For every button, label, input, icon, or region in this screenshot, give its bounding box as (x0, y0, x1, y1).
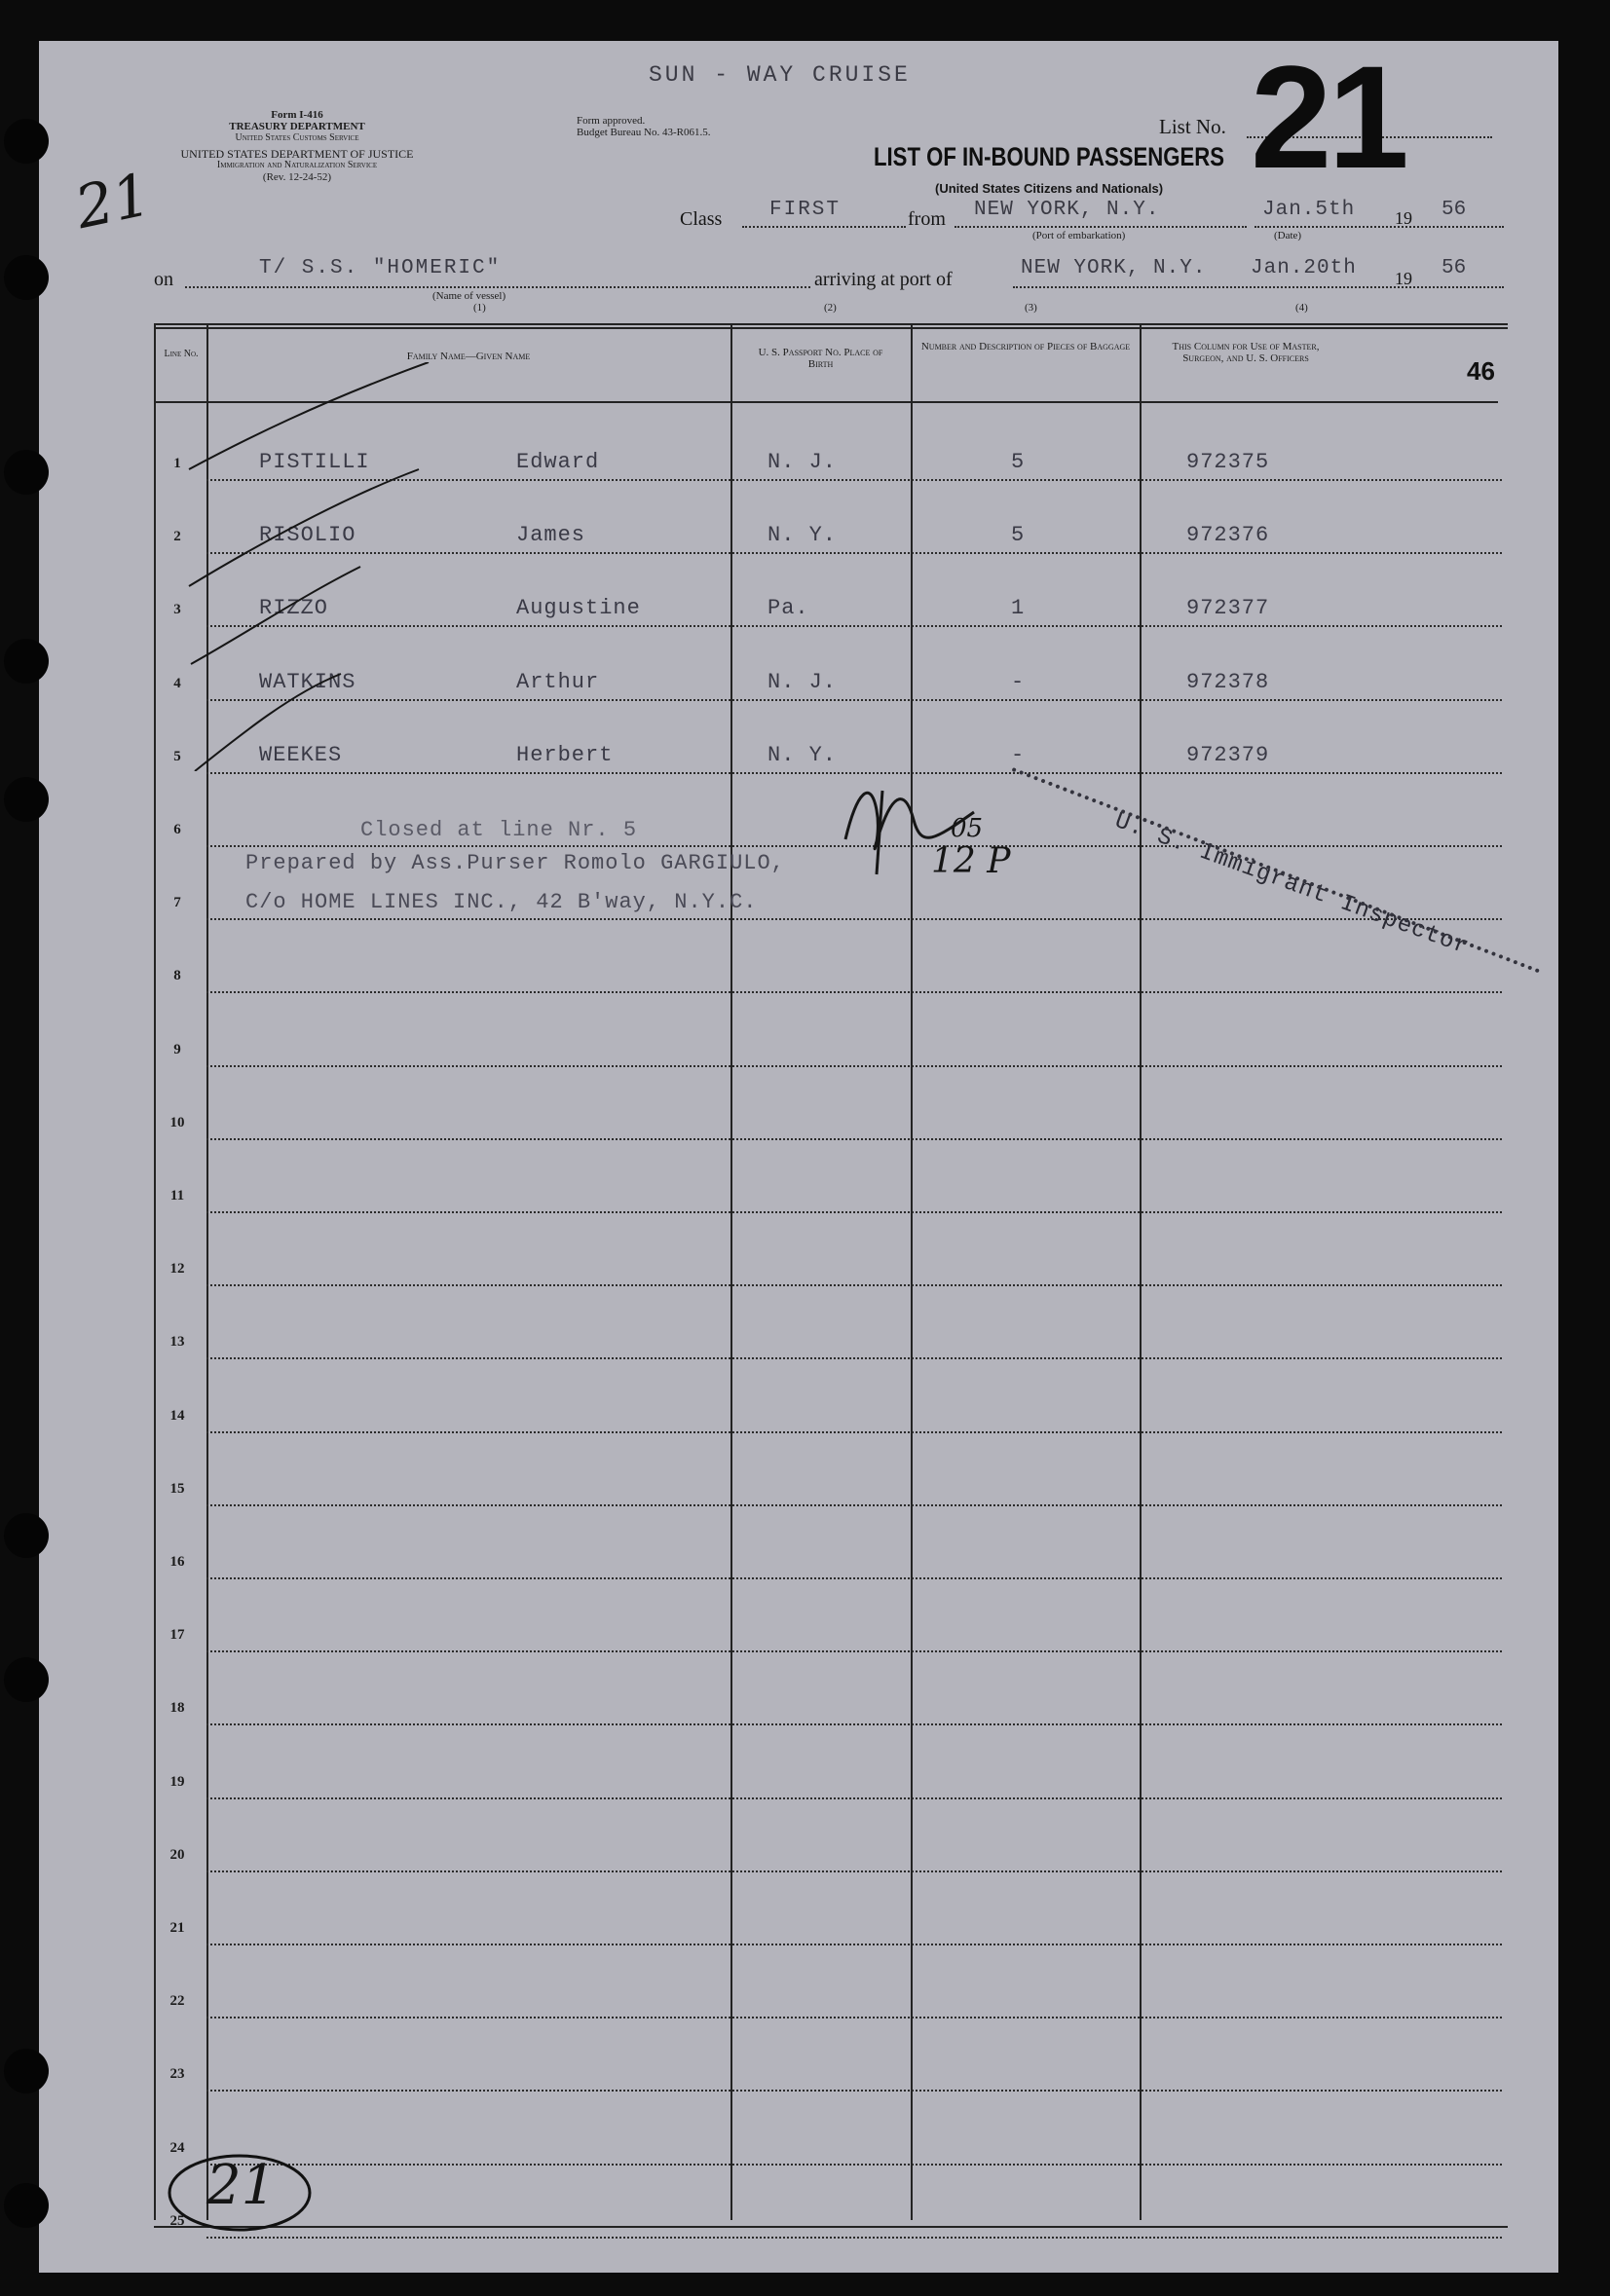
table-bottom-rule (154, 2226, 1508, 2228)
manifest-subtitle: (United States Citizens and Nationals) (935, 181, 1164, 196)
closing-note: Closed at line Nr. 5 (360, 818, 638, 842)
departure-year: 56 (1442, 199, 1467, 221)
passenger-baggage: 5 (1011, 523, 1026, 547)
passenger-place-of-birth: N. J. (768, 450, 838, 474)
margin-handwritten-number: 21 (69, 160, 157, 243)
baggage-column-rule (911, 325, 913, 2220)
column-number-3: (3) (1025, 302, 1037, 314)
passenger-place-of-birth: N. Y. (768, 743, 838, 767)
column-number-1: (1) (473, 302, 486, 314)
line-number: 16 (169, 1554, 185, 1570)
circled-number: 21 (206, 2154, 277, 2217)
passenger-record-number: 972378 (1186, 670, 1270, 694)
handwritten-note: 12 P (931, 841, 1011, 881)
passenger-family-name: WATKINS (259, 670, 356, 694)
passenger-baggage: - (1011, 670, 1026, 694)
passenger-given-name: Edward (516, 450, 600, 474)
stamp-rule (1012, 767, 1541, 974)
initials-text: 05 (951, 814, 984, 843)
row-line (206, 1138, 1502, 1140)
column-number-4: (4) (1295, 302, 1308, 314)
arrival-date: Jan.20th (1251, 257, 1357, 279)
arrival-port: NEW YORK, N.Y. (1021, 257, 1207, 279)
port-caption: (Port of embarkation) (1032, 230, 1126, 241)
punch-hole (4, 119, 49, 164)
row-line (206, 1065, 1502, 1067)
from-label: from (908, 208, 946, 230)
passenger-family-name: RISOLIO (259, 523, 356, 547)
care-of: C/o HOME LINES INC., 42 B'way, N.Y.C. (245, 890, 758, 914)
row-line (206, 918, 1502, 920)
header-passport: U. S. Passport No. Place of Birth (758, 347, 883, 370)
line-number: 7 (173, 895, 181, 910)
row-line (206, 1504, 1502, 1506)
punch-hole (4, 2183, 49, 2228)
row-line (206, 1577, 1502, 1579)
line-number: 11 (169, 1188, 185, 1204)
line-number: 23 (169, 2066, 185, 2082)
arrival-line (1013, 286, 1504, 288)
row-line (206, 772, 1502, 774)
line-number: 9 (173, 1042, 181, 1057)
passport-column-rule (730, 325, 732, 2220)
line-number: 14 (169, 1408, 185, 1424)
passenger-family-name: RIZZO (259, 596, 329, 620)
officers-column-rule (1140, 325, 1142, 2220)
row-line (206, 991, 1502, 993)
line-number: 12 (169, 1261, 185, 1277)
passenger-record-number: 972379 (1186, 743, 1270, 767)
manifest-title: LIST OF IN-BOUND PASSENGERS (874, 142, 1225, 171)
on-label: on (154, 269, 173, 290)
line-number: 13 (169, 1334, 185, 1350)
inspector-stamp: U. S. Immigrant Inspector (1110, 808, 1473, 962)
line-number: 10 (169, 1115, 185, 1130)
line-number: 4 (173, 676, 181, 691)
form-revision: (Rev. 12-24-52) (262, 171, 332, 183)
passenger-place-of-birth: Pa. (768, 596, 809, 620)
passenger-record-number: 972376 (1186, 523, 1270, 547)
row-line (206, 2090, 1502, 2092)
row-line (206, 1797, 1502, 1799)
punch-hole (4, 1513, 49, 1558)
line-number: 21 (169, 1920, 185, 1936)
date-century: 19 (1395, 208, 1412, 228)
passenger-baggage: 5 (1011, 450, 1026, 474)
row-line (206, 1870, 1502, 1872)
passenger-family-name: PISTILLI (259, 450, 370, 474)
passenger-given-name: Herbert (516, 743, 614, 767)
treasury-department: TREASURY DEPARTMENT (229, 121, 365, 132)
arriving-label: arriving at port of (814, 269, 953, 290)
row-line (206, 1284, 1502, 1286)
approval-block (577, 115, 710, 138)
punch-hole (4, 2049, 49, 2093)
punch-hole (4, 450, 49, 495)
row-line (206, 1650, 1502, 1652)
table-top-rule (154, 327, 1508, 329)
passenger-record-number: 972375 (1186, 450, 1270, 474)
line-no-column-rule (154, 325, 156, 2220)
passenger-given-name: Augustine (516, 596, 641, 620)
class-line (742, 226, 906, 228)
line-number: 22 (169, 1993, 185, 2009)
line-number: 1 (173, 456, 181, 471)
form-number: Form I-416 (271, 109, 323, 121)
column-number-2: (2) (824, 302, 837, 314)
row-line (206, 1357, 1502, 1359)
line-number: 3 (173, 602, 181, 617)
passenger-given-name: James (516, 523, 586, 547)
line-number: 2 (173, 529, 181, 544)
date-line (1254, 226, 1504, 228)
vessel-name: T/ S.S. "HOMERIC" (259, 257, 502, 279)
departure-date: Jan.5th (1262, 199, 1356, 221)
list-no-label: List No. (1159, 115, 1226, 138)
line-number: 19 (169, 1774, 185, 1790)
date-caption: (Date) (1274, 230, 1302, 241)
passenger-given-name: Arthur (516, 670, 600, 694)
row-line (206, 2237, 1502, 2239)
passenger-baggage: 1 (1011, 596, 1026, 620)
right-margin-number: 46 (1467, 356, 1495, 386)
line-number: 8 (173, 968, 181, 983)
row-line (206, 1723, 1502, 1725)
punch-hole (4, 255, 49, 300)
punch-hole (4, 777, 49, 822)
punch-hole (4, 639, 49, 684)
line-number: 18 (169, 1700, 185, 1716)
customs-service: United States Customs Service (235, 132, 359, 143)
row-line (206, 1211, 1502, 1213)
passenger-baggage: - (1011, 743, 1026, 767)
cruise-stamp: SUN - WAY CRUISE (649, 62, 911, 88)
vessel-line (185, 286, 810, 288)
line-number: 25 (169, 2213, 185, 2229)
from-port-value: NEW YORK, N.Y. (974, 199, 1160, 221)
immigration-service: Immigration and Naturalization Service (216, 160, 378, 170)
passenger-place-of-birth: N. J. (768, 670, 838, 694)
passenger-record-number: 972377 (1186, 596, 1270, 620)
from-line (955, 226, 1247, 228)
table-top-rule (154, 323, 1508, 325)
vessel-caption: (Name of vessel) (432, 290, 506, 302)
budget-bureau: Budget Bureau No. 43-R061.5. (577, 127, 711, 138)
header-officers: This Column for Use of Master, Surgeon, and U. S. Officers (1172, 341, 1320, 364)
row-line (206, 2164, 1502, 2166)
line-number: 5 (173, 749, 181, 764)
form-approved: Form approved. (577, 115, 646, 127)
justice-department: UNITED STATES DEPARTMENT OF JUSTICE (180, 147, 414, 161)
line-number: 6 (173, 822, 181, 837)
arrival-year: 56 (1442, 257, 1467, 279)
class-value: FIRST (769, 199, 842, 221)
line-number: 17 (169, 1627, 185, 1643)
passenger-place-of-birth: N. Y. (768, 523, 838, 547)
agency-block (166, 109, 429, 183)
header-baggage: Number and Description of Pieces of Baggage (920, 341, 1131, 352)
prepared-by: Prepared by Ass.Purser Romolo GARGIULO, (245, 851, 785, 875)
passenger-family-name: WEEKES (259, 743, 343, 767)
punch-hole (4, 1657, 49, 1702)
manifest-page (39, 35, 1558, 2273)
header-line-no: Line No. (164, 349, 199, 359)
list-number: 21 (1251, 35, 1405, 199)
class-label: Class (680, 208, 723, 230)
line-number: 20 (169, 1847, 185, 1863)
header-name: Family Name—Given Name (406, 351, 531, 362)
row-line (206, 1431, 1502, 1433)
check-marks (185, 362, 438, 771)
line-number: 15 (169, 1481, 185, 1497)
line-number: 24 (169, 2140, 185, 2156)
row-line (206, 2017, 1502, 2018)
row-line (206, 1944, 1502, 1945)
arrival-century: 19 (1395, 269, 1412, 288)
